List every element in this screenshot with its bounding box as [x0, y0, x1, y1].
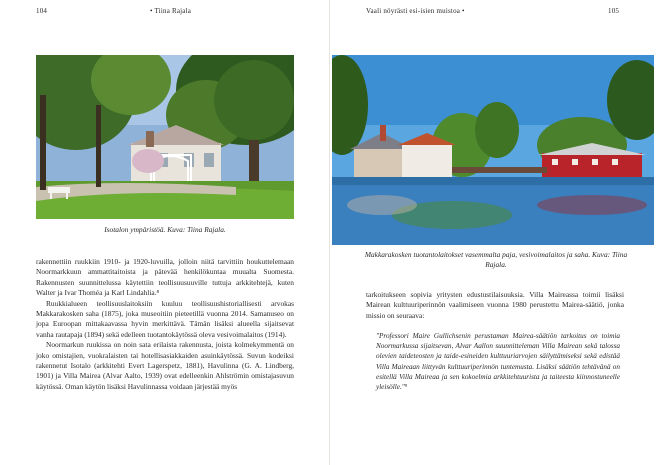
running-head-right: Vaali nöyrästi esi-isien muistoa • [366, 7, 465, 15]
right-page [330, 0, 660, 465]
page-number-left: 104 [36, 7, 48, 15]
body-text-right [366, 290, 624, 321]
running-head-left: • Tiina Rajala [150, 7, 192, 15]
isotalo-garden-photo [36, 55, 294, 219]
photo-caption-right: Makkarakosken tuotantolaitokset vasemmalta paja, vesivoimalaitos ja saha. Kuva: Tiina Rajala. [364, 250, 628, 269]
quote-text: "Professori Maire Gullichsenin perustaman Mairea-säätiön tarkoitus on toimia Noormarkussa sijaitsevan, Alvar Aallon suunnitteleman Villa Mairean sekä talossa olevien taideteosten ja taide-esineiden kulttuuriarvojen säilyttämiseksi sekä edistää Villa Maireaan liittyvän kulttuuriperinnön tuntemusta. Lisäksi säätiön tehtävänä on esitellä Villa Maireaa ja sen kokoelmia arkkitehtuurista ja taiteesta kiinnostuneelle yleisölle."⁹ [376, 332, 620, 392]
body-text-left [36, 257, 294, 392]
makkarakoski-river-photo [332, 55, 654, 245]
paragraph-1: rakennettiin ruukkiin 1910- ja 1920-luvuilla, jolloin niitä tarvittiin houkuttelemaan Noormarkkuun ammattitaitoista ja pätevää henkilökuntaa muualta Suomesta. Rakennusten suunnittelussa käytettiin teollisuusuuville tuttuja arkkitehtejä, kuten Walter ja Ivar Thoméa ja Karl Lindahlia.⁸ [36, 257, 294, 298]
paragraph-intro: tarkoitukseen sopivia yritysten edustustilaisuuksia. Villa Maireassa toimii lisäksi Mairean kulttuuriperinnön vaalimiseen vuonna 1980 perustettu Mairea-säätiö, jonka missio on seuraava: [366, 290, 624, 320]
quote-block [376, 331, 620, 392]
paragraph-2: Ruukkialueen teollisuuslaitoksiin kuuluu teollisuushistoriallisesti arvokas Makkarakosken saha (1875), joka museoitiin pieteetillä vuonna 2014. Samanuseo on jopa Euroopan mittakaavassa hyvin merkittävä. Tämän lisäksi alueella sijaitsevat vanha rautapaja (1894) sekä edelleen tuotantokäytössä oleva vesivoimalaitos (1914). [36, 298, 294, 339]
photo-caption-left: Isotalon ympäristöä. Kuva: Tiina Rajala. [104, 225, 226, 234]
page-number-right: 105 [608, 7, 620, 15]
paragraph-3: Noormarkun ruukissa on noin sata erilaista rakennusta, joista kolmekymmentä on joko omistajien, vuokralaisten tai hotellisasiakkaiden asuinkäytössä. Suvun kodeiksi rakennetut Isotalo (arkkitehti Evert Lagerspetz, 1881), Havulinna (G. A. Lindberg, 1901) ja Villa Mairea (Alvar Aalto, 1939) ovat edelleenkin Ahlströmin omistajasuvun käytössä. Oman käytön lisäksi Havulinnassa voidaan järjestää myös [36, 340, 294, 391]
